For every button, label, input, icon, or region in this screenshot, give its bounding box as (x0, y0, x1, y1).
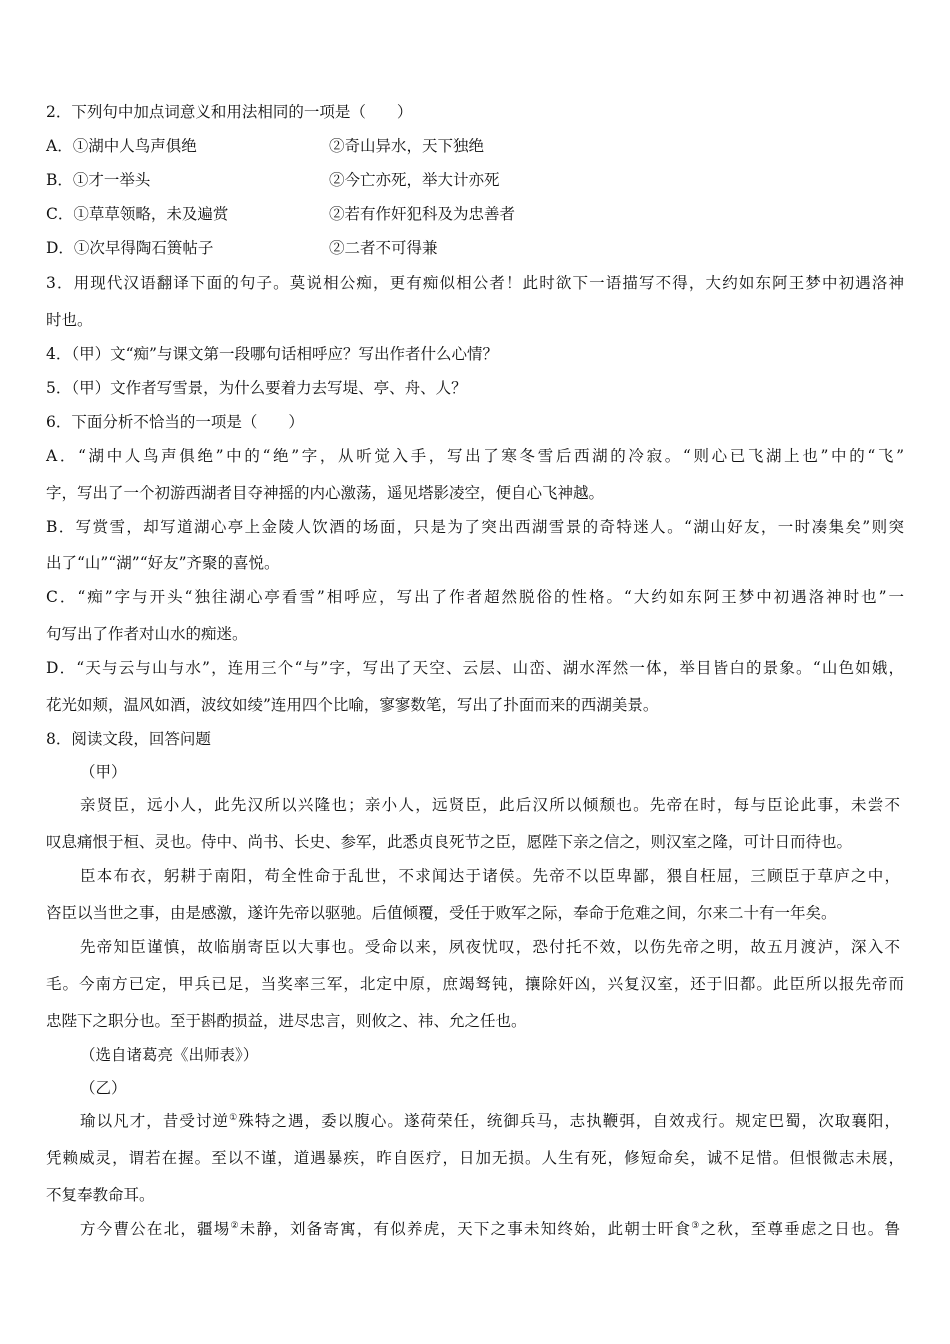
footnote-marker: ③ (691, 1220, 701, 1231)
passage-jia-source: （选自诸葛亮《出师表》） (80, 1046, 259, 1064)
q6-option-c-line-1: C．“痴”字与开头“独往湖心亭看雪”相呼应，写出了作者超然脱俗的性格。“大约如东阿王梦中初遇洛神时也”一 (46, 588, 904, 606)
q3-line-2: 时也。 (46, 311, 93, 329)
q2-option-b (46, 170, 500, 190)
passage-jia-line: 咨臣以当世之事，由是感激，遂许先帝以驱驰。后值倾覆，受任于败军之际，奉命于危难之间，尔来二十有一年矣。 (46, 904, 837, 922)
q4-stem: 4．（甲）文“痴”与课文第一段哪句话相呼应？写出作者什么心情？ (46, 345, 498, 363)
q2-option-b-part2: ②今亡亦死，举大计亦死 (329, 171, 500, 189)
passage-yi-text: 之秋，至尊垂虑之日也。鲁 (700, 1220, 900, 1238)
passage-yi-line (80, 1219, 900, 1239)
q2-option-a-part2: ②奇山异水，天下独绝 (329, 137, 485, 155)
q6-option-a-line-2: 字，写出了一个初游西湖者目夺神摇的内心激荡，遥见塔影凌空，便自心飞神越。 (46, 484, 605, 502)
passage-jia-line: 亲贤臣，远小人，此先汉所以兴隆也；亲小人，远贤臣，此后汉所以倾颓也。先帝在时，每与臣论此事，未尝不 (80, 796, 900, 814)
passage-jia-line: 先帝知臣谨慎，故临崩寄臣以大事也。受命以来，夙夜忧叹，恐付托不效，以伤先帝之明，故五月渡泸，深入不 (80, 938, 900, 956)
q2-option-b-part1: B．①才一举头 (46, 171, 151, 189)
footnote-marker: ① (229, 1112, 239, 1123)
passage-jia-label: （甲） (80, 763, 127, 781)
q2-option-c-part2: ②若有作奸犯科及为忠善者 (329, 205, 516, 223)
q6-option-d-line-2: 花光如颊，温风如酒，波纹如绫”连用四个比喻，寥寥数笔，写出了扑面而来的西湖美景。 (46, 696, 659, 714)
q2-option-c-part1: C．①草草领略，未及遍赏 (46, 205, 229, 223)
q6-stem: 6．下面分析不恰当的一项是（ ） (46, 413, 304, 431)
q2-option-d-part1: D．①次早得陶石篑帖子 (46, 239, 214, 257)
passage-yi-line: 不复奉教命耳。 (46, 1186, 155, 1204)
q2-option-d-part2: ②二者不可得兼 (329, 239, 438, 257)
q6-option-c-line-2: 句写出了作者对山水的痴迷。 (46, 625, 248, 643)
footnote-marker: ② (230, 1220, 240, 1231)
passage-jia-line: 臣本布衣，躬耕于南阳，苟全性命于乱世，不求闻达于诸侯。先帝不以臣卑鄙，猥自枉屈，三顾臣于草庐之中， (80, 867, 900, 885)
passage-yi-text: 方今曹公在北，疆埸 (80, 1220, 231, 1238)
q5-stem: 5．（甲）文作者写雪景，为什么要着力去写堤、亭、舟、人？ (46, 379, 467, 397)
q8-stem: 8．阅读文段，回答问题 (46, 730, 211, 748)
passage-jia-line: 叹息痛恨于桓、灵也。侍中、尚书、长史、参军，此悉贞良死节之臣，愿陛下亲之信之，则汉室之隆，可计日而待也。 (46, 833, 853, 851)
q6-option-a-line-1: A．“湖中人鸟声俱绝”中的“绝”字，从听觉入手，写出了寒冬雪后西湖的冷寂。“则心已飞湖上也”中的“飞” (46, 447, 904, 465)
q2-stem: 2．下列句中加点词意义和用法相同的一项是（ ） (46, 103, 413, 121)
passage-yi-text: 瑜以凡才，昔受讨逆 (80, 1112, 230, 1130)
passage-yi-text: 未静，刘备寄寓，有似养虎，天下之事未知终始，此朝士旰食 (239, 1220, 692, 1238)
passage-yi-line: 凭赖威灵，谓若在握。至以不谨，道遇暴疾，昨自医疗，日加无损。人生有死，修短命矣，诚不足惜。但恨微志未展， (46, 1149, 904, 1167)
passage-yi-label: （乙） (80, 1079, 127, 1097)
passage-yi-line (80, 1111, 900, 1131)
q2-option-c (46, 204, 516, 224)
q6-option-b-line-1: B．写赏雪，却写道湖心亭上金陵人饮酒的场面，只是为了突出西湖雪景的奇特迷人。“湖山好友，一时凑集矣”则突 (46, 518, 904, 536)
q3-line-1: 3．用现代汉语翻译下面的句子。莫说相公痴，更有痴似相公者！此时欲下一语描写不得，大约如东阿王梦中初遇洛神 (46, 274, 904, 292)
passage-jia-line: 毛。今南方已定，甲兵已足，当奖率三军，北定中原，庶竭驽钝，攘除奸凶，兴复汉室，还于旧都。此臣所以报先帝而 (46, 975, 904, 993)
q2-option-a-part1: A．①湖中人鸟声俱绝 (46, 137, 197, 155)
q2-option-a (46, 136, 485, 156)
q2-option-d (46, 238, 438, 258)
passage-yi-text: 殊特之遇，委以腹心。遂荷荣任，统御兵马，志执鞭弭，自效戎行。规定巴蜀，次取襄阳， (238, 1112, 900, 1130)
q6-option-b-line-2: 出了“山”“湖”“好友”齐聚的喜悦。 (46, 554, 280, 572)
passage-jia-line: 忠陛下之职分也。至于斟酌损益，进尽忠言，则攸之、祎、允之任也。 (46, 1012, 527, 1030)
q6-option-d-line-1: D．“天与云与山与水”，连用三个“与”字，写出了天空、云层、山峦、湖水浑然一体，举目皆白的景象。“山色如娥， (46, 659, 904, 677)
